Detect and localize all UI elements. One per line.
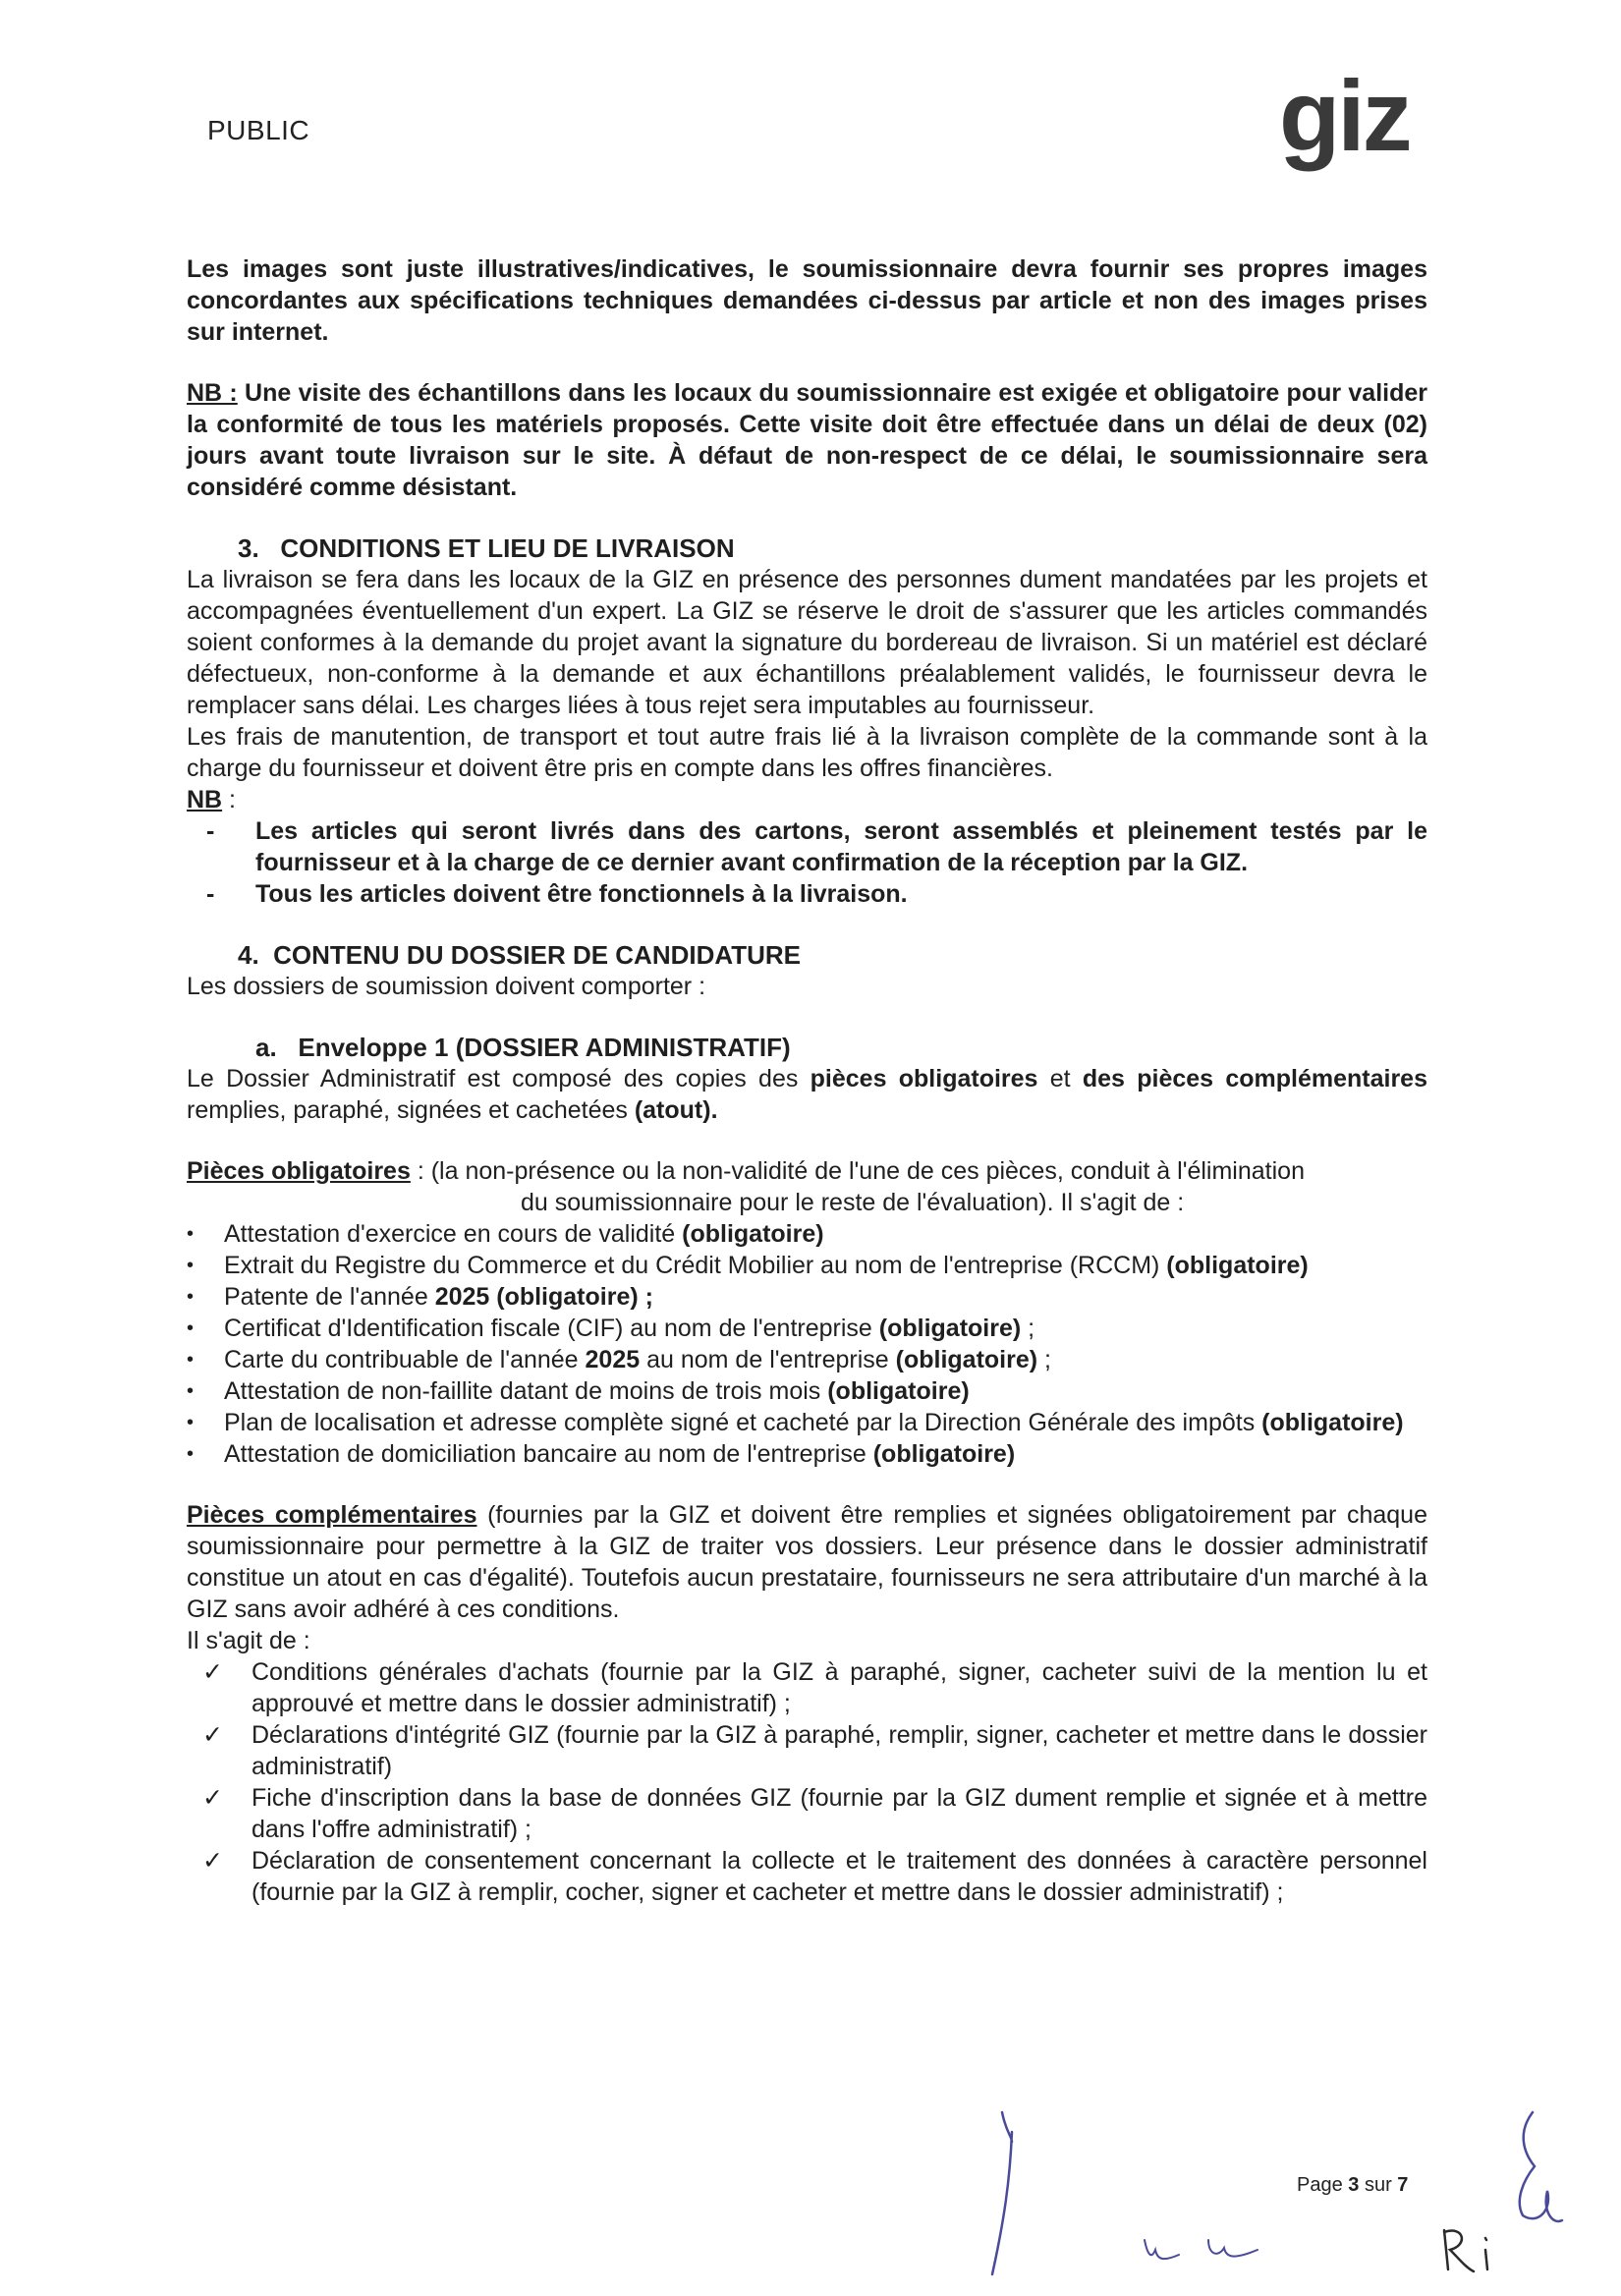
- complementary-intro: [187, 1499, 1427, 1625]
- document-body: [187, 253, 1427, 1908]
- list-item: [187, 1845, 1427, 1908]
- item-tail: au nom de l'entreprise: [640, 1346, 896, 1373]
- envelope-1-description: [187, 1063, 1427, 1126]
- section-4-heading: [187, 939, 1427, 971]
- sub-letter: a.: [255, 1033, 277, 1062]
- list-item: [187, 878, 1427, 910]
- complementary-intro-text: (fournies par la GIZ et doivent être remplies et signées obligatoirement par chaque soumissionnaire pour permettre à la GIZ de traiter vos dossiers. Leur présence dans le dossier administratif constitue un atout en cas d'égalité). Toutefois aucun prestataire, fournisseurs ne sera attributaire d'un marché à la GIZ sans avoir adhéré à ces conditions.: [187, 1501, 1427, 1623]
- desc-bold: des pièces complémentaires: [1082, 1065, 1427, 1092]
- nb-heading: [187, 784, 1427, 815]
- list-item: [187, 1438, 1427, 1470]
- list-item: [187, 1313, 1427, 1344]
- desc-text: et: [1037, 1065, 1083, 1092]
- envelope-1-heading: [187, 1032, 1427, 1063]
- list-item: [187, 1344, 1427, 1375]
- item-text: Attestation de domiciliation bancaire au nom de l'entreprise: [224, 1440, 873, 1468]
- item-text: Extrait du Registre du Commerce et du Crédit Mobilier au nom de l'entreprise (RCCM): [224, 1252, 1167, 1279]
- visit-note-text: Une visite des échantillons dans les locaux du soumissionnaire est exigée et obligatoire pour valider la conformité de tous les matériels proposés. Cette visite doit être effectuée dans un délai de deux (02) jours avant toute livraison sur le site. À défaut de non-respect de ce délai, le soumissionnaire sera considéré comme désistant.: [187, 379, 1428, 501]
- check-icon: ✓: [202, 1721, 223, 1749]
- item-text: Déclarations d'intégrité GIZ (fournie par la GIZ à paraphé, remplir, signer, cacheter et mettre dans le dossier administratif): [252, 1721, 1427, 1780]
- handwritten-initials: [973, 2093, 1582, 2289]
- list-item: [187, 1218, 1427, 1250]
- nb-colon: :: [222, 786, 237, 813]
- list-item: [187, 815, 1427, 878]
- mandatory-intro-text: : (la non-présence ou la non-validité de l'une de ces pièces, conduit à l'élimination: [410, 1157, 1305, 1185]
- item-text: Attestation d'exercice en cours de validité: [224, 1220, 683, 1248]
- item-text: Attestation de non-faillite datant de moins de trois mois: [224, 1377, 828, 1405]
- item-tail: ;: [1021, 1315, 1035, 1342]
- item-text: Déclaration de consentement concernant la collecte et le traitement des données à caractère personnel (fournie par la GIZ à remplir, cocher, signer et cacheter et mettre dans le dossier administratif) ;: [252, 1847, 1427, 1906]
- complementary-lead: Il s'agit de :: [187, 1627, 310, 1654]
- list-item: [187, 1250, 1427, 1281]
- item-text: Conditions générales d'achats (fournie par la GIZ à paraphé, signer, cacheter suivi de la mention lu et approuvé et mettre dans le dossier administratif) ;: [252, 1658, 1427, 1717]
- delivery-paragraph-1: La livraison se fera dans les locaux de la GIZ en présence des personnes dument mandatées par les projets et accompagnées éventuellement d'un expert. La GIZ se réserve le droit de s'assurer que les articles commandés soient conformes à la demande du projet avant la signature du bordereau de livraison. Si un matériel est déclaré défectueux, non-conforme à la demande et aux échantillons préalablement validés, le fournisseur devra le remplacer sans délai. Les charges liées à tous rejet sera imputables au fournisseur.: [187, 566, 1427, 719]
- complementary-list: [187, 1656, 1427, 1908]
- nb-list: [187, 815, 1427, 910]
- check-icon: ✓: [202, 1847, 223, 1875]
- delivery-paragraph-2: Les frais de manutention, de transport et tout autre frais lié à la livraison complète de la commande sont à la charge du fournisseur et doivent être pris en compte dans les offres financières.: [187, 723, 1427, 782]
- page-number: [1297, 2169, 1408, 2201]
- desc-text: Le Dossier Administratif est composé des copies des: [187, 1065, 810, 1092]
- item-text: Plan de localisation et adresse complète signé et cacheté par la Direction Générale des impôts: [224, 1409, 1262, 1436]
- item-bold: (obligatoire): [827, 1377, 970, 1405]
- item-bold: (obligatoire): [872, 1440, 1016, 1468]
- nb-label: NB :: [187, 379, 238, 407]
- list-item: [187, 1281, 1427, 1313]
- giz-logo: giz: [1279, 60, 1410, 172]
- item-tail: ;: [1037, 1346, 1051, 1373]
- section-4-intro: Les dossiers de soumission doivent comporter :: [187, 973, 706, 1000]
- dash-marker: -: [206, 817, 215, 845]
- page-total: 7: [1397, 2174, 1409, 2196]
- classification-label: PUBLIC: [207, 115, 310, 145]
- list-item-text: Tous les articles doivent être fonctionnels à la livraison.: [255, 880, 908, 908]
- page-current: 3: [1348, 2174, 1360, 2196]
- item-text: Patente de l'année: [224, 1283, 435, 1311]
- item-bold: 2025: [585, 1346, 641, 1373]
- mandatory-intro-cont: du soumissionnaire pour le reste de l'évaluation). Il s'agit de :: [521, 1189, 1185, 1216]
- bullet-marker: •: [187, 1255, 195, 1276]
- item-text: Fiche d'inscription dans la base de données GIZ (fournie par la GIZ dument remplie et signée et à mettre dans l'offre administratif) ;: [252, 1784, 1427, 1843]
- mandatory-intro: [187, 1155, 1427, 1187]
- item-bold: (obligatoire): [1261, 1409, 1404, 1436]
- bullet-marker: •: [187, 1223, 195, 1245]
- bullet-marker: •: [187, 1443, 195, 1465]
- mandatory-list: [187, 1218, 1427, 1470]
- images-note: Les images sont juste illustratives/indicatives, le soumissionnaire devra fournir ses propres images concordantes aux spécifications techniques demandées ci-dessus par article et non des images prises sur internet.: [187, 255, 1427, 346]
- complementary-label: Pièces complémentaires: [187, 1501, 477, 1529]
- item-text: Carte du contribuable de l'année: [224, 1346, 586, 1373]
- list-item: [187, 1656, 1427, 1719]
- list-item: [187, 1407, 1427, 1438]
- dash-marker: -: [206, 880, 215, 908]
- item-bold: 2025 (obligatoire) ;: [434, 1283, 653, 1311]
- check-icon: ✓: [202, 1784, 223, 1812]
- mandatory-label: Pièces obligatoires: [187, 1157, 411, 1185]
- item-text: Certificat d'Identification fiscale (CIF) au nom de l'entreprise: [224, 1315, 879, 1342]
- desc-bold: (atout).: [634, 1096, 718, 1124]
- item-bold: (obligatoire): [682, 1220, 824, 1248]
- section-3-heading: [187, 532, 1427, 564]
- section-title: CONTENU DU DOSSIER DE CANDIDATURE: [273, 940, 802, 970]
- item-bold: (obligatoire): [878, 1315, 1022, 1342]
- list-item: [187, 1782, 1427, 1845]
- bullet-marker: •: [187, 1286, 195, 1308]
- list-item: [187, 1719, 1427, 1782]
- page-prefix: Page: [1297, 2174, 1349, 2196]
- bullet-marker: •: [187, 1317, 195, 1339]
- nb-label: NB: [187, 786, 223, 813]
- section-title: CONDITIONS ET LIEU DE LIVRAISON: [280, 533, 735, 563]
- bullet-marker: •: [187, 1380, 195, 1402]
- visit-note: [187, 377, 1427, 503]
- desc-text: remplies, paraphé, signées et cachetées: [187, 1096, 635, 1124]
- section-number: 3.: [238, 533, 259, 563]
- item-bold: (obligatoire): [895, 1346, 1038, 1373]
- bullet-marker: •: [187, 1349, 195, 1371]
- bullet-marker: •: [187, 1412, 195, 1433]
- item-bold: (obligatoire): [1166, 1252, 1309, 1279]
- desc-bold: pièces obligatoires: [810, 1065, 1038, 1092]
- list-item-text: Les articles qui seront livrés dans des cartons, seront assemblés et pleinement testés par le fournisseur et à la charge de ce dernier avant confirmation de la réception par la GIZ.: [255, 817, 1427, 876]
- check-icon: ✓: [202, 1658, 223, 1686]
- page-middle: sur: [1359, 2174, 1398, 2196]
- list-item: [187, 1375, 1427, 1407]
- sub-title: Enveloppe 1 (DOSSIER ADMINISTRATIF): [298, 1033, 791, 1062]
- section-number: 4.: [238, 940, 259, 970]
